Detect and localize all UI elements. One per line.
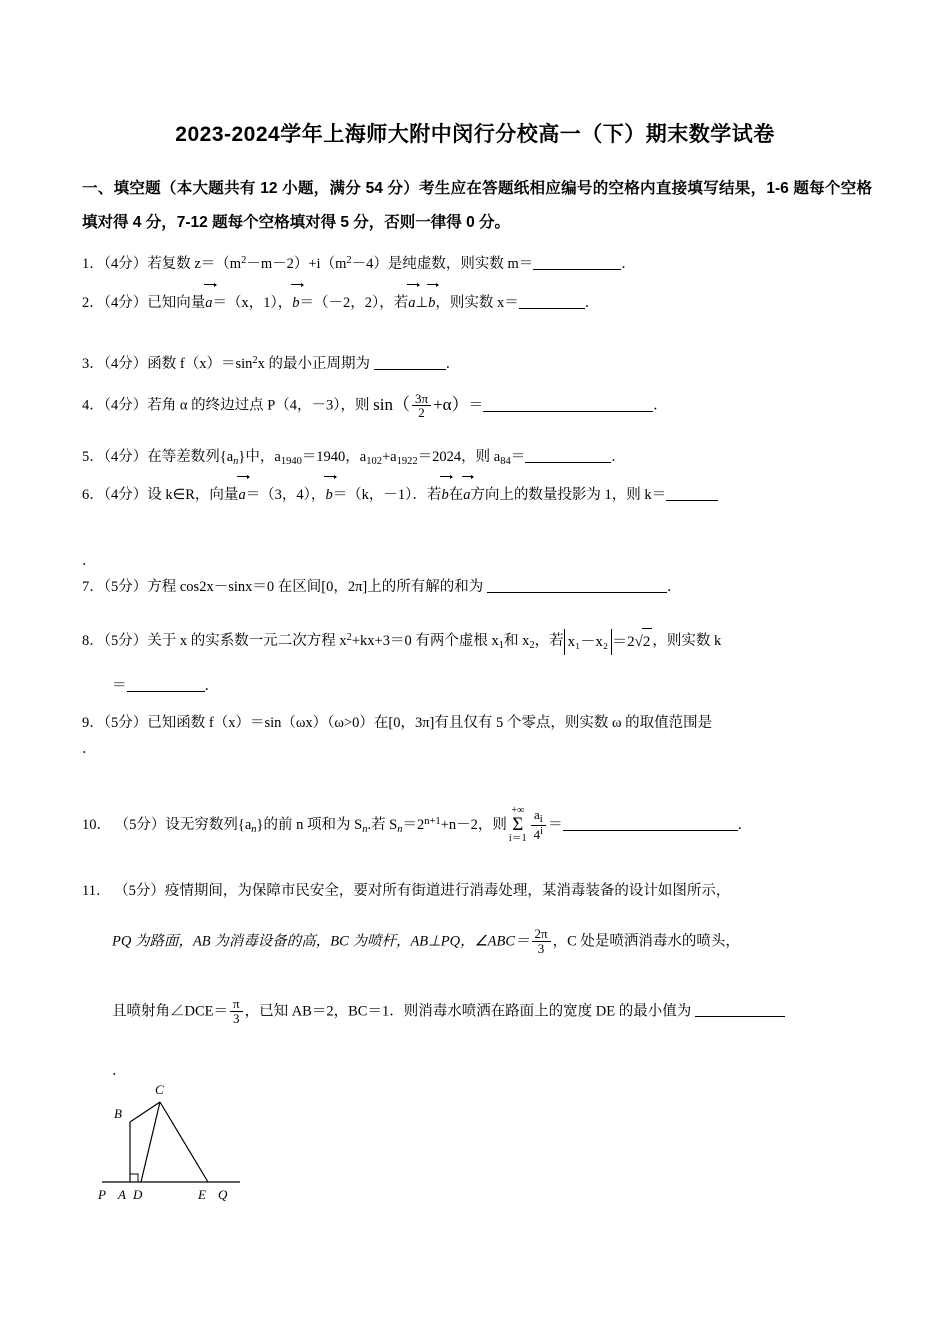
q11-f1-den: 3 [532,941,551,956]
q6-period: ． [82,553,97,569]
q9-period: ． [82,741,97,757]
q5-sub-84: 84 [500,456,511,467]
q10-sub-n3: n [397,823,403,835]
q10-sigma-icon: Σ [512,814,524,835]
question-6-score: （4分） [103,487,148,503]
question-3: 3．（4分）函数 $f(x)=\sin^2x$ 的最小正周期为 ． [82,355,461,372]
question-10-number: 10． [82,816,111,833]
question-7-score: （5分） [103,579,148,595]
figure-label-c: C [155,1082,164,1097]
q11-f2-den: 3 [230,1011,243,1026]
q10-answer-blank [563,817,738,831]
figure-right-angle-mark [130,1174,138,1182]
q6-text-c: ＝（k，－1）．若 [332,487,442,503]
question-5: 5．（4分）在等差数列$\{a_n\}$中，$a_{1940}=1940$，$a_{102}+a_{1922}=2024$，则 $a_{84}=$ ． [82,449,626,467]
q10-sub-n1: n [251,823,257,835]
question-2: 2．（4分）已知向量a＝（x，1），b＝（－2，2），若a⊥b，则实数 x＝ ． [82,290,882,316]
question-6-tail [82,548,882,574]
q5-sub-1940: 1940 [280,456,302,467]
q8-expression [564,628,653,655]
q6-text-d: 在 [448,487,464,503]
question-11 [82,878,882,904]
q2-text-e: ，则实数 x＝ [435,295,519,311]
q10-a-sub: i [539,813,543,825]
q8-abs-value: x₁－x₂ [564,629,612,655]
figure-label-e: E [198,1187,206,1202]
question-4: 4．（4分）若角 α 的终边过点 P（4，－3），则 sin（ $\frac{3\pi}{2}$ +α）＝ ． [82,390,668,421]
question-3-number: 3． [82,356,104,372]
q11-period: ． [112,1063,127,1079]
q8-text-f: ，则实数 k [652,633,722,649]
q9-text-a: 已知函数 f（x）＝sin（ωx）（ω>0）在[0，3π]有且仅有 5 个零点，则实数 ω 的取值范围是 [147,715,713,731]
q3-exp: 2 [252,355,258,366]
q11-text-e: ，已知 AB＝2，BC＝1．则消毒水喷洒在路面上的宽度 DE 的最小值为 [244,1003,692,1020]
q11-fraction-2 [230,997,243,1025]
q11-text-c: ，C 处是喷洒消毒水的喷头， [552,933,740,950]
q4-text-a: 若角 α 的终边过点 P（4，－3），则 [147,397,370,414]
figure-label-a: A [118,1187,126,1202]
question-11-number: 11． [82,883,111,899]
q10-frac-num [531,808,546,825]
question-10-score: （5分） [114,816,166,833]
section-heading: 一、填空题（本大题共有 12 小题，满分 54 分）考生应在答题纸相应编号的空格内直接填写结果，1-6 题每个空格填对得 4 分，7-12 题每个空格填对得 5 分，否则一律得 0 分。 [82,180,872,231]
q11-text-b: PQ 为路面，AB 为消毒设备的高，BC 为喷杆，AB⊥PQ，∠ABC＝ [112,933,530,950]
question-10: 10． （5分）设无穷数列$\{a_n\}$的前 n 项和为 $S_n$.若 $S_n=2^{n+1}+n-2$，则 +∞ Σ i＝1 $\frac{a_i}{4^i}$ ＝ ． [82,805,753,845]
q1-exp-1: 2 [241,255,247,266]
q8-text-b: +kx+3＝0 有两个虚根 x [351,633,499,649]
q8-sqrt-radicand: 2 [642,628,653,655]
q8-period: ． [204,678,219,694]
q6-vector-a: a [238,482,245,508]
question-5-number: 5． [82,449,104,465]
q8-text-a: 关于 x 的实系数一元二次方程 x [147,633,347,649]
question-2-number: 2． [82,295,104,311]
q6-vector-b: b [325,482,332,508]
q10-4: 4 [533,826,541,842]
page-title: 2023-2024学年上海师大附中闵行分校高一（下）期末数学试卷 [175,123,775,146]
q11-f1-num: 2π [534,926,548,941]
q8-answer-blank [127,678,205,692]
q8-text-g: ＝ [112,678,127,694]
q6-answer-blank [666,487,718,501]
q4-sin-close: +α） [433,395,469,414]
question-9 [82,710,882,736]
q7-text-a: 方程 cos2x－sinx＝0 在区间[0，2π]上的所有解的和为 [147,579,484,595]
q5-text-a: 在等差数列{a [147,449,234,465]
q1-text-c: －4）是纯虚数，则实数 m＝ [351,256,534,272]
question-7: 7．（5分）方程 cos2x－sinx＝0 在区间[0，2π]上的所有解的和为 ． [82,579,682,595]
question-11-line2 [82,928,912,956]
q8-sqrt: √2 [635,628,653,655]
figure-label-d: D [133,1187,143,1202]
q5-text-c: ＝1940，a [301,449,367,465]
q11-f2-num: π [233,996,240,1011]
question-6-number: 6． [82,487,104,503]
q10-sub-n2: n [362,823,368,835]
q1-answer-blank [533,256,621,270]
q5-sub-n: n [233,456,239,467]
q8-text-e: ＝2 [612,634,635,651]
q1-text-a: 若复数 z＝（m [147,256,242,272]
q2-vector-a: a [205,290,212,316]
q5-sub-1922: 1922 [396,456,418,467]
q6-text-b: ＝（3，4）， [245,487,326,503]
q10-text-e: +n－2，则 [440,816,507,833]
question-11-figure [92,1072,272,1212]
q6-text-e: 方向上的数量投影为 1，则 k＝ [470,487,667,503]
q10-a: a [534,806,540,822]
q5-text-f: ＝ [510,449,526,465]
q6-vector-b2: b [441,482,448,508]
q2-text-c: ＝（－2，2），若 [299,295,409,311]
q3-answer-blank [374,356,446,370]
figure-label-p: P [98,1187,106,1202]
figure-line-ce [160,1102,208,1182]
q10-summation [509,805,527,844]
question-3-score: （4分） [103,356,148,372]
question-8-number: 8． [82,633,104,649]
q10-text-d: ＝2 [402,816,425,833]
question-9-tail [82,736,882,762]
question-8-continued [82,673,912,699]
q10-text-f: ＝ [548,816,563,833]
q6-vector-a2: a [463,482,470,508]
q4-expression [373,392,468,421]
q10-fraction [531,808,546,842]
question-8-score: （5分） [103,633,148,649]
q4-sin-open: sin（ [373,395,411,414]
q10-text-a: 设无穷数列{a [165,816,252,833]
question-1 [82,248,882,277]
question-4-number: 4． [82,397,104,414]
q4-frac-denominator: 2 [412,405,431,420]
figure-label-b: B [114,1106,122,1121]
q2-text-b: ＝（x，1）， [212,295,293,311]
question-5-score: （4分） [103,449,148,465]
question-6 [82,482,882,508]
q3-text-b: x 的最小正周期为 [257,356,370,372]
question-11-score: （5分） [114,883,165,899]
q4-fraction [412,392,431,420]
q10-sum-lower: i＝1 [508,833,527,845]
question-9-number: 9． [82,715,104,731]
figure-svg [92,1072,272,1212]
question-1-score: （4分） [103,256,148,272]
q5-sub-102: 102 [366,456,382,467]
question-2-score: （4分） [103,295,148,311]
q10-text-c: .若 S [367,816,398,833]
q1-text-b: －m－2）+i（m [246,256,347,272]
q2-text-d: ⊥ [415,295,429,311]
q5-text-b: }中，a [238,449,281,465]
q1-period: ． [621,256,636,272]
q5-text-d: +a [382,449,397,465]
q10-4-sup: i [540,825,544,837]
q5-text-e: ＝2024，则 a [417,449,501,465]
q10-text-b: }的前 n 项和为 S [256,816,363,833]
q10-sum-upper: +∞ [511,805,525,816]
figure-label-q: Q [218,1187,228,1202]
q2-vector-a2: a [408,290,415,316]
q3-text-a: 函数 f（x）＝sin [147,356,253,372]
question-7-number: 7． [82,579,104,595]
q5-answer-blank [525,449,611,463]
q6-text-a: 设 k∈R，向量 [147,487,239,503]
q8-exp: 2 [346,632,352,643]
q2-vector-b2: b [428,290,435,316]
q11-text-d: 且喷射角∠DCE＝ [112,1003,228,1020]
q1-exp-2: 2 [346,255,352,266]
question-4-score: （4分） [103,397,148,414]
question-1-number: 1． [82,256,104,272]
q8-sub-2: 2 [529,640,535,651]
q8-sub-1: 1 [498,640,504,651]
q4-frac-numerator: 3π [415,390,429,406]
question-9-score: （5分） [103,715,148,731]
q4-text-b: ＝ [468,397,484,414]
q2-answer-blank [519,295,585,309]
q4-answer-blank [483,398,653,412]
q2-vector-b: b [292,290,299,316]
q7-answer-blank [487,579,667,593]
q11-text-a: 疫情期间，为保障市民安全，要对所有街道进行消毒处理，某消毒装备的设计如图所示， [164,883,731,899]
q2-text-a: 已知向量 [147,295,206,311]
question-11-line3 [82,998,912,1026]
figure-line-cd [141,1102,160,1182]
question-8 [82,625,882,659]
q8-text-d: ，若 [534,633,564,649]
q11-fraction-1 [532,927,551,955]
q8-text-c: 和 x [503,633,530,649]
q10-frac-den [531,825,546,842]
q10-exp: n+1 [424,815,441,827]
q11-answer-blank [695,1003,785,1017]
